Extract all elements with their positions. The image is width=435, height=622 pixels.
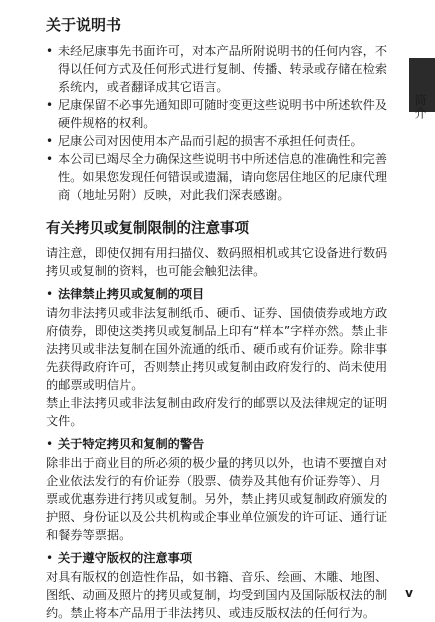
page-number: v <box>405 586 413 600</box>
paragraph: 请勿非法拷贝或非法复制纸币、硬币、证券、国债债券或地方政府债券，即使这类拷贝或复制品上印有“样本”字样亦然。禁止非法拷贝或非法复制在国外流通的纸币、硬币或有价证券。除非事先获得政府许可，否则禁止拷贝或复制由政府发行的、尚未使用的邮票或明信片。 <box>46 306 388 392</box>
paragraph: 除非出于商业目的所必须的极少量的拷贝以外，也请不要擅自对企业依法发行的有价证券（股票、债券及其他有价证券等）、月票或优惠券进行拷贝或复制。另外，禁止拷贝或复制政府颁发的护照、身份证以及公共机构或企事业单位颁发的许可证、通行证和餐券等票据。 <box>46 456 388 542</box>
page-content <box>46 14 393 622</box>
paragraph: 禁止非法拷贝或非法复制由政府发行的邮票以及法律规定的证明文件。 <box>46 396 388 428</box>
about-manuals-list <box>46 42 393 204</box>
copy-restrictions-intro: 请注意，即使仅拥有用扫描仪、数码照相机或其它设备进行数码拷贝或复制的资料，也可能会触犯法律。 <box>46 246 388 278</box>
subsection-heading-prohibited-items: • 法律禁止拷贝或复制的项目 <box>46 285 393 303</box>
list-item: • 未经尼康事先书面许可，对本产品所附说明书的任何内容，不得以任何方式及任何形式进行复制、传播、转录或存储在检索系统内，或者翻译成其它语言。 <box>46 42 393 96</box>
list-item: • 尼康公司对因使用本产品而引起的损害不承担任何责任。 <box>46 132 393 150</box>
subsection-heading-specific-copies: • 关于特定拷贝和复制的警告 <box>46 435 393 453</box>
list-item: • 尼康保留不必事先通知即可随时变更这些说明书中所述软件及硬件规格的权利。 <box>46 96 393 132</box>
section-title-about-manuals: 关于说明书 <box>46 16 122 34</box>
section-title-copy-restrictions: 有关拷贝或复制限制的注意事项 <box>46 221 249 237</box>
paragraph: 对具有版权的创造性作品，如书籍、音乐、绘画、木雕、地图、图纸、动画及照片的拷贝或复制，均受到国内及国际版权法的制约。禁止将本产品用于非法拷贝、或违反版权法的任何行为。 <box>46 570 388 620</box>
list-item: • 本公司已竭尽全力确保这些说明书中所述信息的准确性和完善性。如果您发现任何错误或遗漏，请向您居住地区的尼康代理商（地址另附）反映，对此我们深表感谢。 <box>46 150 393 204</box>
chapter-tab-label: 简介 <box>413 94 427 120</box>
subsection-heading-copyright: • 关于遵守版权的注意事项 <box>46 549 393 567</box>
